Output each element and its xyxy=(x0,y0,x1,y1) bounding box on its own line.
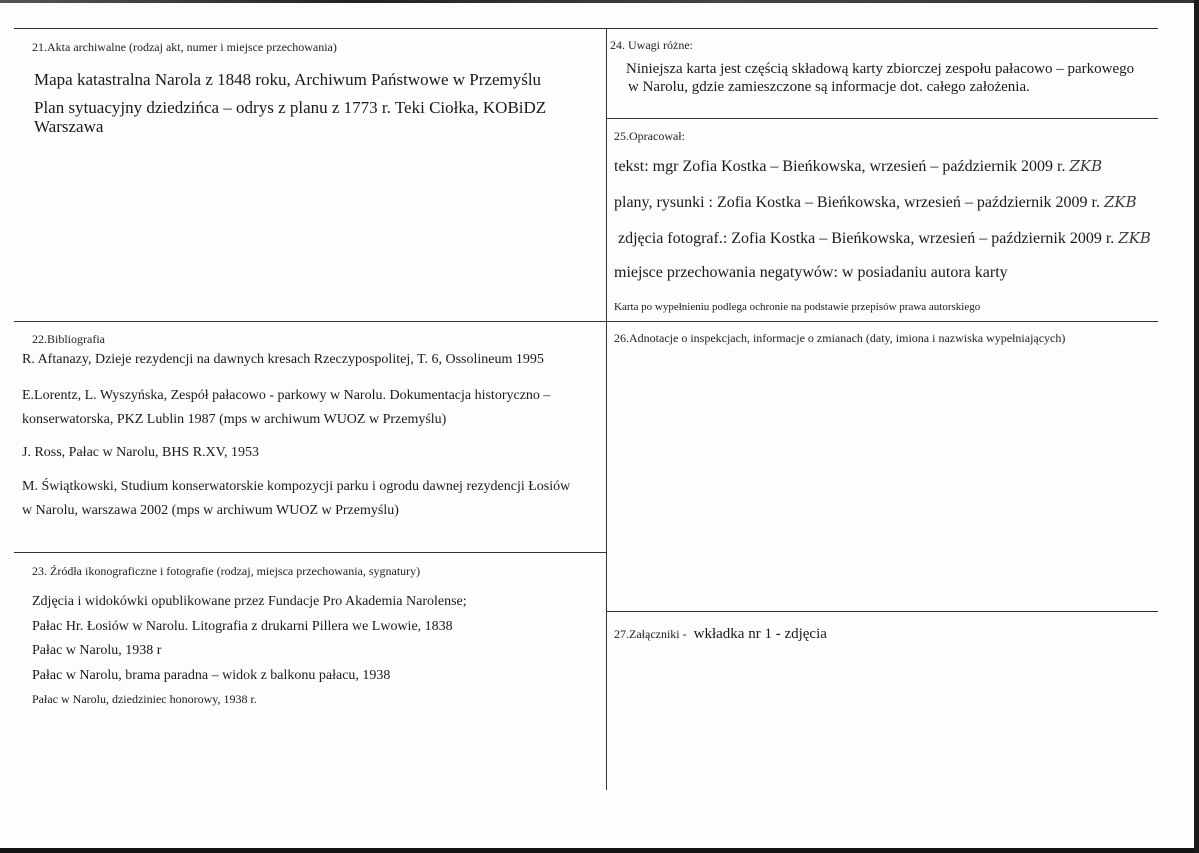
signature-initials: ZKB xyxy=(1118,229,1151,247)
attachments-line xyxy=(614,625,827,643)
author-text-line xyxy=(614,157,1102,176)
divider-24-25 xyxy=(606,118,1158,119)
signature-initials: ZKB xyxy=(1103,193,1137,211)
author-photos-label: zdjęcia fotograf.: Zofia Kostka – Bieńkowska, wrzesień – październik 2009 r. xyxy=(618,230,1115,247)
negatives-storage-line: miejsce przechowania negatywów: w posiadaniu autora karty xyxy=(614,264,1008,281)
column-divider xyxy=(606,28,607,790)
section21-line-3: Warszawa xyxy=(34,117,104,136)
section26-title: 26.Adnotacje o inspekcjach, informacje o zmianach (daty, imiona i nazwiska wypełniających) xyxy=(614,331,1066,345)
scan-edge-right xyxy=(1194,0,1199,853)
bibliography-item-2b: konserwatorska, PKZ Lublin 1987 (mps w archiwum WUOZ w Przemyślu) xyxy=(22,412,447,427)
author-photos-line xyxy=(618,229,1151,248)
section22-title: 22.Bibliografia xyxy=(32,332,105,346)
scan-edge-top xyxy=(0,0,1199,3)
remarks-line-2: w Narolu, gdzie zamieszczone są informacje dot. całego założenia. xyxy=(628,79,1030,95)
author-plans-line xyxy=(614,193,1137,212)
bibliography-item-1: R. Aftanazy, Dzieje rezydencji na dawnych kresach Rzeczypospolitej, T. 6, Ossolineum 1995 xyxy=(22,352,544,367)
divider-21-22 xyxy=(14,321,1158,322)
iconography-item-4: Pałac w Narolu, brama paradna – widok z balkonu pałacu, 1938 xyxy=(32,668,391,683)
section21-line-2: Plan sytuacyjny dziedzińca – odrys z planu z 1773 r. Teki Ciołka, KOBiDZ xyxy=(34,98,547,117)
bibliography-item-4a: M. Świątkowski, Studium konserwatorskie kompozycji parku i ogrodu dawnej rezydencji Łosiów xyxy=(22,479,571,494)
signature-initials: ZKB xyxy=(1069,157,1103,175)
iconography-item-5: Pałac w Narolu, dziedziniec honorowy, 1938 r. xyxy=(32,692,257,706)
iconography-item-2: Pałac Hr. Łosiów w Narolu. Litografia z drukarni Pillera we Lwowie, 1838 xyxy=(32,619,453,634)
iconography-item-3: Pałac w Narolu, 1938 r xyxy=(32,643,162,658)
bibliography-item-4b: w Narolu, warszawa 2002 (mps w archiwum WUOZ w Przemyślu) xyxy=(22,503,399,518)
bibliography-item-3: J. Ross, Pałac w Narolu, BHS R.XV, 1953 xyxy=(22,445,259,460)
section25-title: 25.Opracował: xyxy=(614,129,685,143)
divider-22-23 xyxy=(14,552,606,553)
bibliography-item-2a: E.Lorentz, L. Wyszyńska, Zespół pałacowo - parkowy w Narolu. Dokumentacja historyczno – xyxy=(22,388,551,403)
table-top-border xyxy=(14,28,1158,29)
attachments-value: wkładka nr 1 - zdjęcia xyxy=(693,626,827,642)
section27-title: 27.Załączniki - xyxy=(614,627,687,641)
scan-edge-bottom xyxy=(0,848,1199,853)
remarks-line-1: Niniejsza karta jest częścią składową karty zbiorczej zespołu pałacowo – parkowego xyxy=(626,61,1135,77)
section21-line-1: Mapa katastralna Narola z 1848 roku, Archiwum Państwowe w Przemyślu xyxy=(34,70,542,89)
iconography-item-1: Zdjęcia i widokówki opublikowane przez Fundacje Pro Akademia Narolense; xyxy=(32,594,467,609)
copyright-note: Karta po wypełnieniu podlega ochronie na podstawie przepisów prawa autorskiego xyxy=(614,301,981,313)
author-plans-label: plany, rysunki : Zofia Kostka – Bieńkowska, wrzesień – październik 2009 r. xyxy=(614,194,1100,211)
section21-title: 21.Akta archiwalne (rodzaj akt, numer i miejsce przechowania) xyxy=(32,40,337,54)
section23-title: 23. Źródła ikonograficzne i fotografie (rodzaj, miejsca przechowania, sygnatury) xyxy=(32,564,421,578)
section24-title: 24. Uwagi różne: xyxy=(610,38,693,52)
divider-26-27 xyxy=(606,611,1158,612)
author-text-label: tekst: mgr Zofia Kostka – Bieńkowska, wrzesień – październik 2009 r. xyxy=(614,158,1066,175)
